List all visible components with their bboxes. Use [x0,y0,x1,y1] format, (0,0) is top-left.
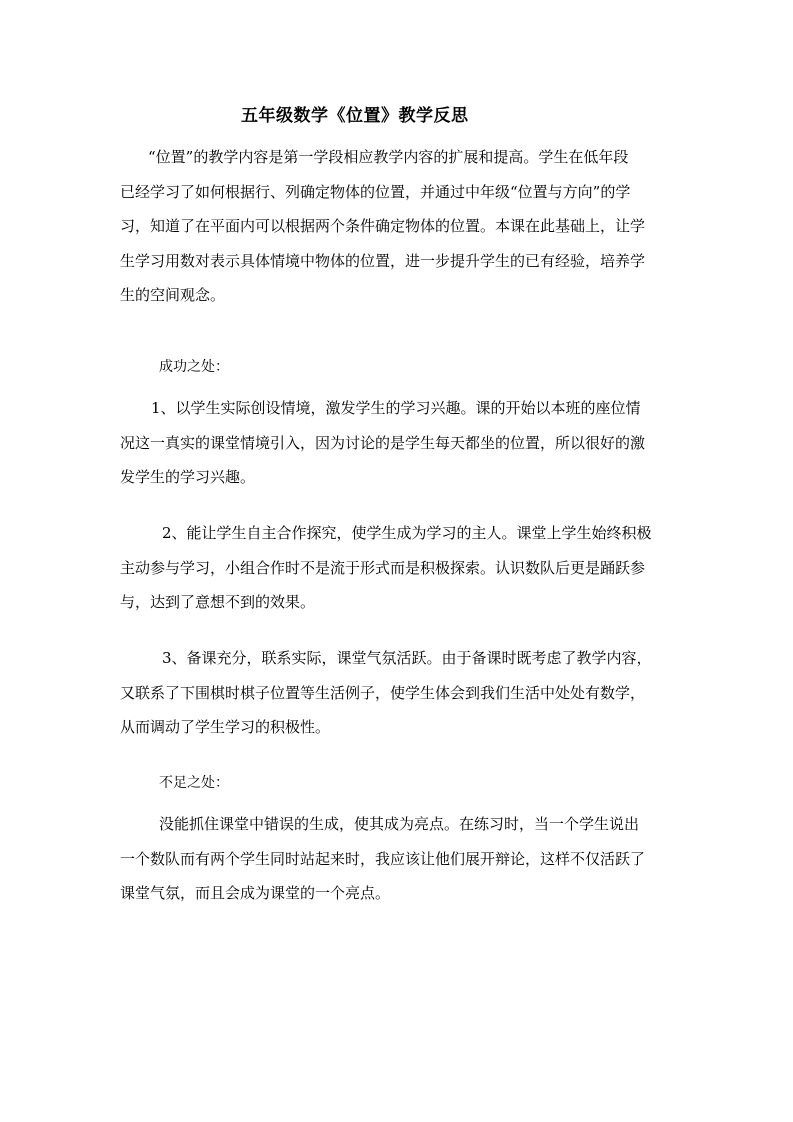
point-3-line: 3、备课充分，联系实际，课堂气氛活跃。由于备课时既考虑了教学内容， [162,649,652,667]
point-3-line: 又联系了下围棋时棋子位置等生活例子，使学生体会到我们生活中处处有数学， [120,683,646,702]
point-2-line: 与，达到了意想不到的效果。 [120,593,316,611]
success-heading: 成功之处： [159,359,229,375]
intro-line: 已经学习了如何根据行、列确定物体的位置，并通过中年级“位置与方向”的学 [120,182,631,201]
success-point-3 [120,641,680,745]
intro-line: “位置”的教学内容是第一学段相应教学内容的扩展和提高。学生在低年段 [148,148,629,166]
point-1-line: 发学生的学习兴趣。 [120,468,256,486]
point-1-line: 况这一真实的课堂情境引入，因为讨论的是学生每天都坐的位置，所以很好的激 [120,433,646,452]
shortcoming-heading: 不足之处： [159,775,229,791]
intro-line: 习，知道了在平面内可以根据两个条件确定物体的位置。本课在此基础上，让学 [120,217,646,235]
document-title: 五年级数学《位置》教学反思 [241,106,469,126]
point-2-line: 主动参与学习，小组合作时不是流于形式而是积极探索。认识数队后更是踊跃参 [120,558,646,577]
shortcoming-paragraph [120,807,680,911]
intro-paragraph [120,140,680,313]
intro-line: 生的空间观念。 [120,286,226,304]
point-3-line: 从而调动了学生学习的积极性。 [120,718,331,736]
shortcoming-line: 一个数队而有两个学生同时站起来时，我应该让他们展开辩论，这样不仅活跃了 [120,849,646,868]
success-point-1 [120,391,680,495]
point-1-line: 1、以学生实际创设情境，激发学生的学习兴趣。课的开始以本班的座位情 [151,399,641,417]
success-point-2 [120,516,680,620]
point-2-line: 2、能让学生自主合作探究，使学生成为学习的主人。课堂上学生始终积极 [162,524,652,542]
shortcoming-line: 没能抓住课堂中错误的生成，使其成为亮点。在练习时，当一个学生说出 [159,815,640,833]
shortcoming-line: 课堂气氛，而且会成为课堂的一个亮点。 [120,884,391,902]
intro-line: 生学习用数对表示具体情境中物体的位置，进一步提升学生的已有经验，培养学 [120,251,646,270]
